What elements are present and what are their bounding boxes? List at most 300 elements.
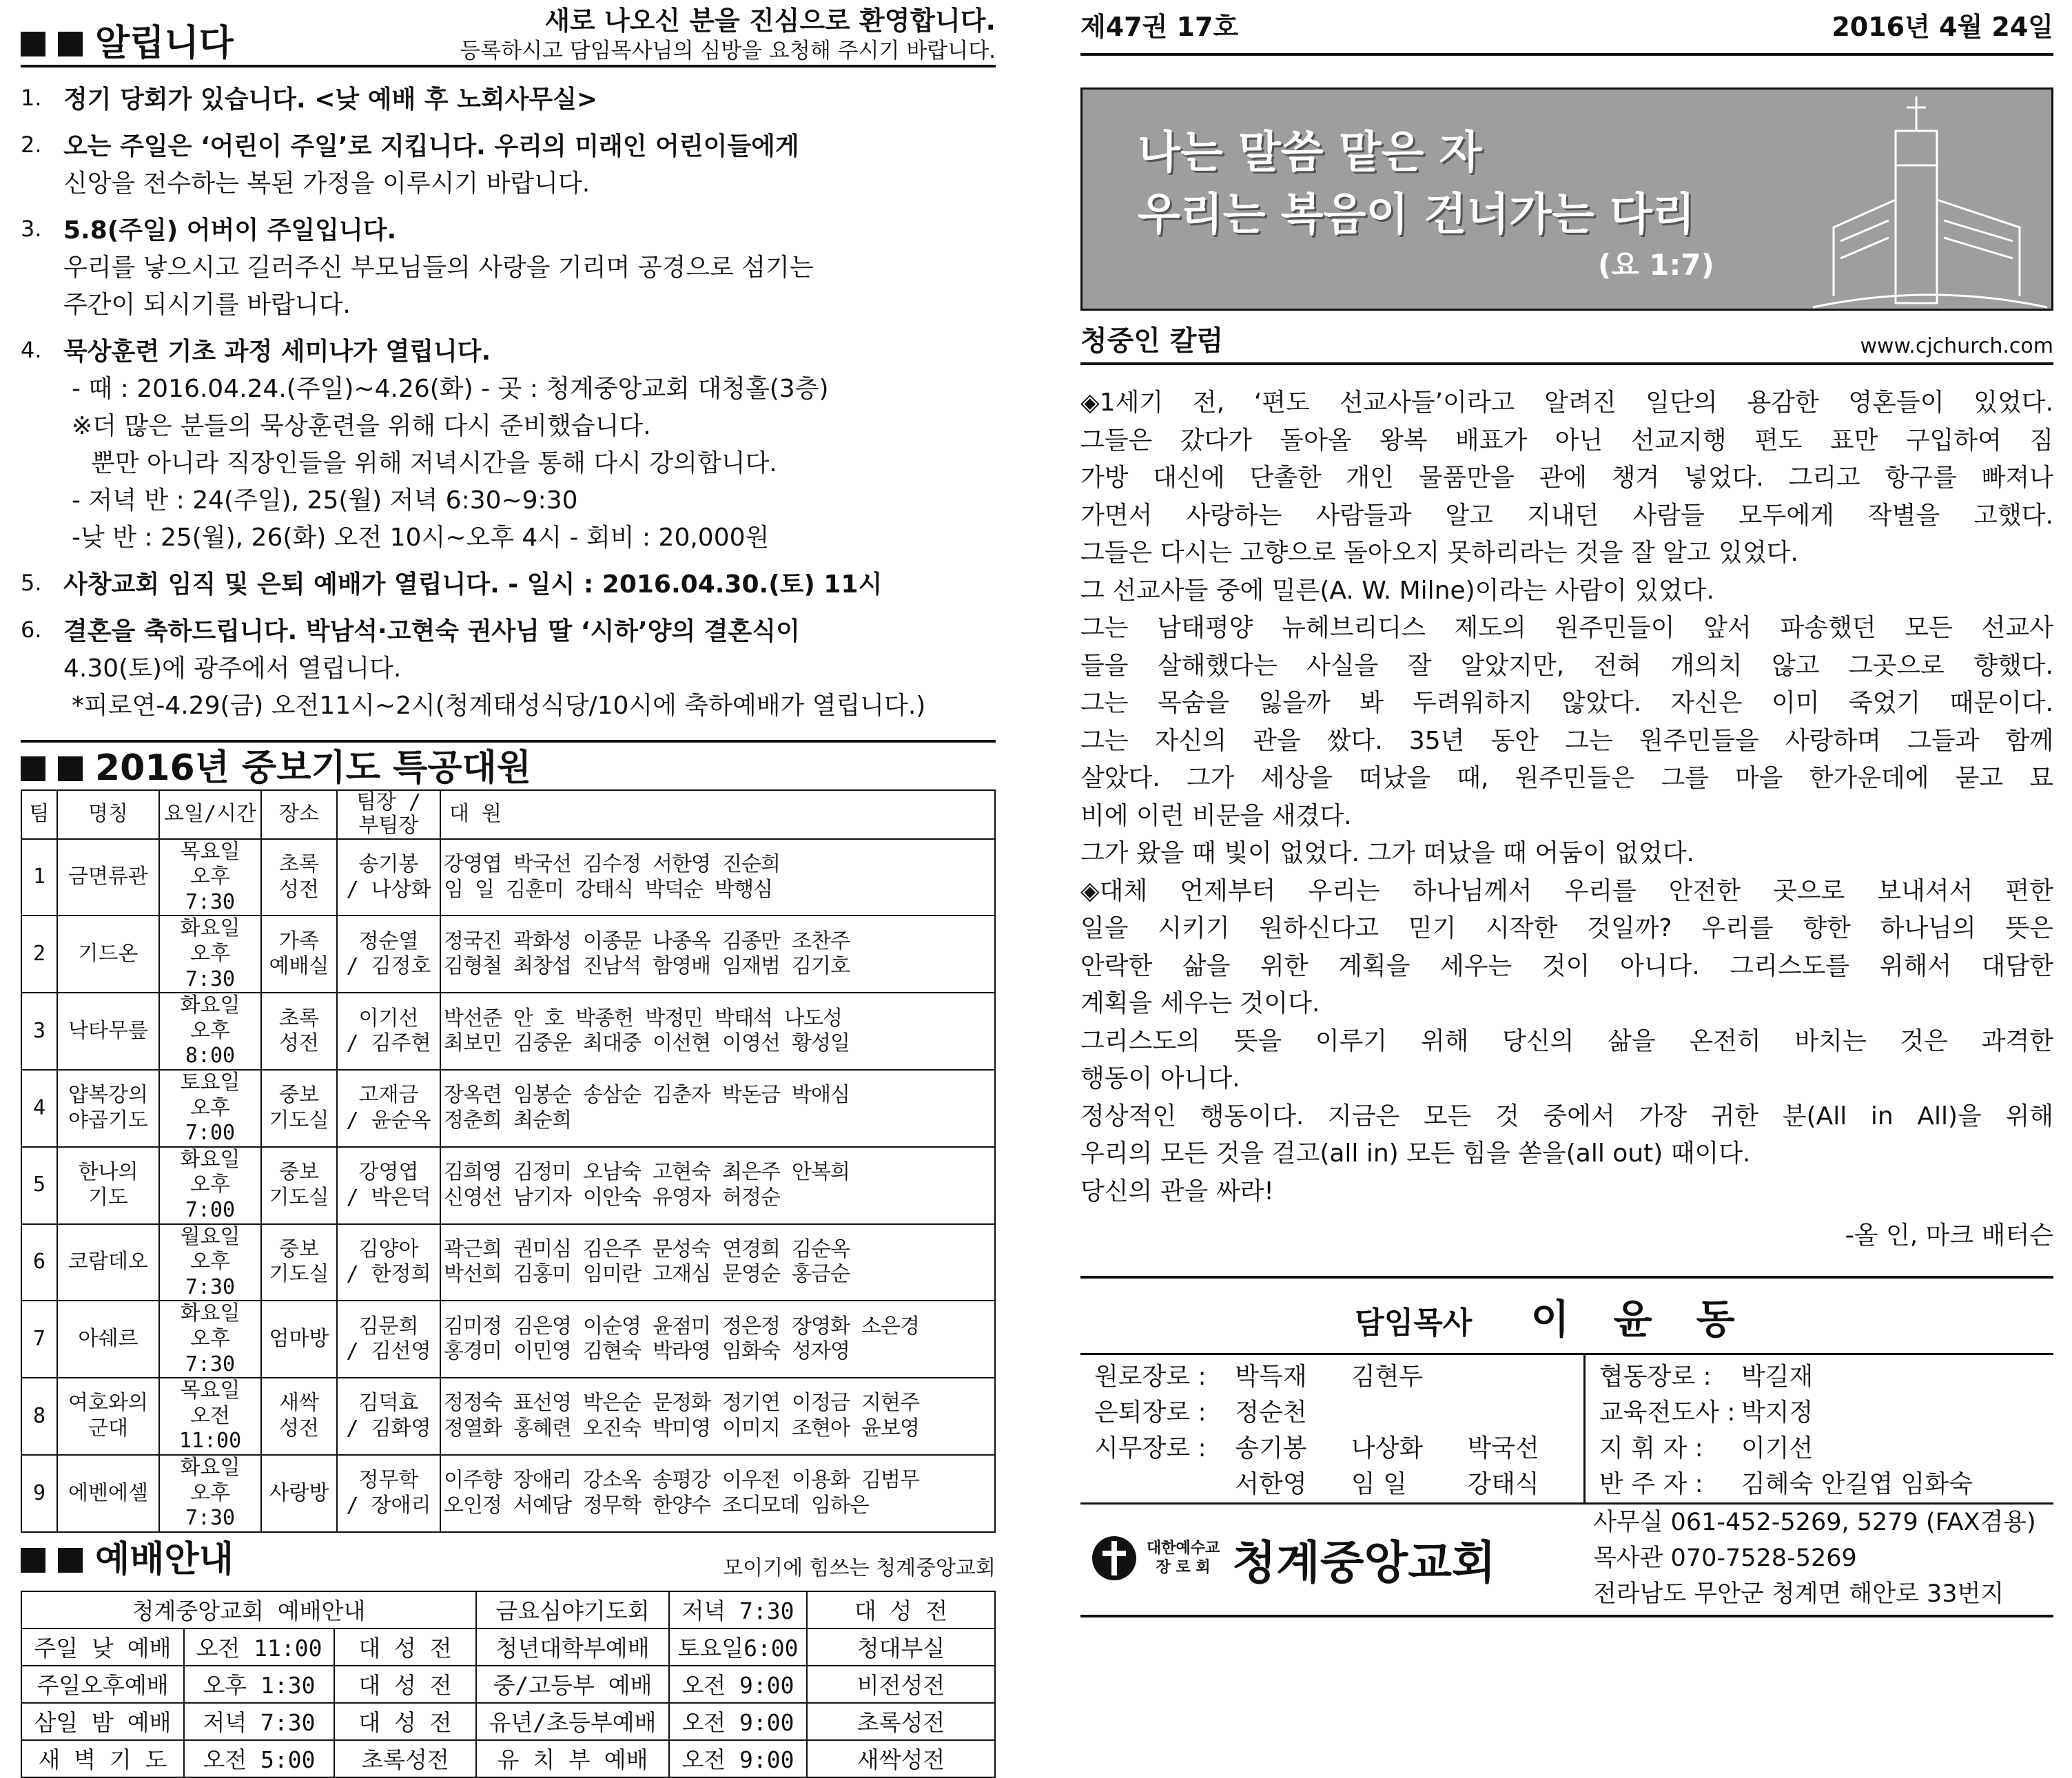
- prayer-cell: [57, 1378, 159, 1455]
- column-line: 들을 살해했다는 사실을 잘 알았지만, 전혀 개의치 않고 그곳으로 향했다.: [1080, 651, 2053, 680]
- table-row: [21, 839, 995, 916]
- staff-cell: 임 일: [1351, 1470, 1407, 1498]
- prayer-cell: [337, 1378, 440, 1455]
- prayer-cell-line: 정국진 곽화성 이종문 나종옥 김종만 조찬주: [444, 929, 850, 953]
- notice-title: 알립니다: [21, 23, 234, 65]
- prayer-header-cell: 팀장 / 부팀장: [337, 790, 440, 839]
- prayer-cell-line: 코람데오: [68, 1250, 148, 1274]
- prayer-cell: [21, 1070, 57, 1147]
- prayer-cell: [261, 1224, 337, 1301]
- prayer-cell: [440, 1147, 995, 1224]
- prayer-cell-line: 목요일: [180, 839, 240, 864]
- staff-row: [1094, 1359, 1583, 1395]
- worship-cell: 청대부실: [807, 1629, 995, 1666]
- worship-head-cell: 금요심야기도회: [476, 1591, 669, 1629]
- worship-cell: 오전 9:00: [669, 1740, 807, 1777]
- worship-cell: 대 성 전: [334, 1629, 476, 1666]
- notice-item: [21, 212, 996, 324]
- staff-cell: 박국선: [1467, 1434, 1539, 1462]
- prayer-cell: [159, 1301, 261, 1378]
- prayer-cell: [159, 1224, 261, 1301]
- worship-cell: 주일오후예배: [21, 1666, 184, 1703]
- worship-head-cell: 대 성 전: [807, 1591, 995, 1629]
- prayer-cell-line: 오후 7:30: [185, 865, 236, 914]
- office-phone: 사무실 061-452-5269, 5279 (FAX겸용): [1593, 1509, 2036, 1536]
- prayer-cell-line: 에벤에셀: [68, 1480, 148, 1505]
- prayer-cell-line: 초록: [279, 851, 319, 876]
- prayer-cell-line: 강영엽: [358, 1160, 419, 1185]
- prayer-cell-line: 오후 7:00: [185, 1095, 236, 1146]
- prayer-cell-line: 오후 8:00: [185, 1018, 236, 1068]
- elders-list: [1080, 1355, 1586, 1502]
- prayer-cell-line: 예배실: [269, 954, 329, 979]
- pastor-name: 이윤동: [1530, 1296, 1779, 1343]
- prayer-cell-line: 오후 7:30: [185, 1326, 236, 1376]
- prayer-cell-line: 정순열: [358, 929, 419, 953]
- prayer-cell: [261, 1378, 337, 1455]
- notice-number: 3.: [21, 215, 42, 242]
- prayer-cell: [337, 1455, 440, 1532]
- prayer-cell-line: 고재금: [358, 1083, 419, 1108]
- column-line: 일을 시키기 원하신다고 믿기 시작한 것일까? 우리를 향한 하나님의 뜻은: [1080, 914, 2053, 942]
- prayer-cell-line: 성전: [279, 877, 319, 902]
- column-line: 그는 목숨을 잃을까 봐 두려워하지 않았다. 자신은 이미 죽었기 때문이다.: [1080, 689, 2053, 717]
- notice-line: 주간이 되시기를 바랍니다.: [63, 290, 351, 319]
- prayer-cell-line: 김형철 최창섭 진남석 함영배 임재범 김기호: [444, 954, 850, 979]
- prayer-cell: [21, 1378, 57, 1455]
- prayer-cell: [57, 916, 159, 993]
- prayer-cell-line: 사랑방: [269, 1480, 329, 1505]
- column-body: [1080, 384, 2053, 1210]
- column-line: 그들은 다시는 고향으로 돌아오지 못하리라는 것을 잘 알고 있었다.: [1080, 539, 1798, 567]
- prayer-title: 2016년 중보기도 특공대원: [21, 748, 531, 789]
- denomination-line-2: 장 로 회: [1156, 1559, 1211, 1576]
- notice-text: [63, 613, 996, 725]
- worship-head-cell: 청계중앙교회 예배안내: [21, 1591, 476, 1629]
- notice-line: 4.30(토)에 광주에서 열립니다.: [63, 654, 402, 683]
- staff-cell: 강태식: [1467, 1470, 1539, 1498]
- prayer-cell-line: 정정숙 표선영 박은순 문정화 정기연 이정금 지현주: [444, 1391, 919, 1416]
- staff-row: [1094, 1395, 1583, 1431]
- prayer-cell-line: 4: [32, 1095, 46, 1120]
- table-row: [21, 1378, 995, 1455]
- column-line: 그들은 갔다가 돌아올 왕복 배표가 아닌 선교지행 편도 표만 구입하여 짐: [1080, 426, 2053, 455]
- prayer-cell: [57, 1147, 159, 1224]
- column-line: 행동이 아니다.: [1080, 1064, 1240, 1093]
- prayer-cell-line: 목요일: [180, 1378, 240, 1403]
- prayer-cell: [440, 1224, 995, 1301]
- prayer-cell: [440, 1455, 995, 1532]
- staff-cell: 이기선: [1741, 1434, 1814, 1462]
- bulletin-header: [1080, 6, 2053, 56]
- prayer-cell-line: 화요일: [180, 1147, 240, 1172]
- notice-number: 1.: [21, 84, 42, 111]
- column-line: 우리의 모든 것을 걸고(all in) 모든 힘을 쏟을(all out) 때이다.: [1080, 1139, 1751, 1168]
- prayer-cell-line: 낙타무릎: [68, 1018, 148, 1043]
- prayer-cell: [21, 916, 57, 993]
- welcome-line-2: 등록하시고 담임목사님의 심방을 요청해 주시기 바랍니다.: [460, 38, 996, 63]
- worship-cell: 저녁 7:30: [184, 1703, 334, 1740]
- prayer-cell-line: 박선희 김홍미 임미란 고재심 문영순 홍금순: [444, 1262, 850, 1287]
- volume-number: 제47권 17호: [1080, 12, 1239, 42]
- prayer-header: [21, 740, 996, 789]
- right-page: [1080, 6, 2053, 1617]
- column-line: 당신의 관을 싸라!: [1080, 1177, 1274, 1206]
- staff-cell: 시무장로 :: [1094, 1434, 1207, 1462]
- staff-cell: 김현두: [1351, 1363, 1424, 1391]
- prayer-cell: [440, 1301, 995, 1378]
- theme-banner: [1080, 87, 2053, 311]
- prayer-cell-line: 이기선: [358, 1006, 419, 1031]
- worship-cell: 토요일6:00: [669, 1629, 807, 1666]
- staff-row: [1599, 1431, 2053, 1467]
- prayer-cell-line: 오전11:00: [178, 1403, 242, 1454]
- prayer-cell: [337, 1224, 440, 1301]
- prayer-cell: [440, 993, 995, 1070]
- prayer-cell-line: / 김주현: [346, 1031, 431, 1056]
- column-line: ◈대체 언제부터 우리는 하나님께서 우리를 안전한 곳으로 보내셔서 편한: [1080, 876, 2053, 905]
- prayer-cell-line: 성전: [279, 1416, 319, 1441]
- banner-line-2: 우리는 복음이 건너가는 다리: [1138, 189, 1695, 240]
- prayer-header-cell: 장소: [261, 790, 337, 839]
- prayer-cell-line: 화요일: [180, 916, 240, 941]
- notice-line: 오는 주일은 ‘어린이 주일’로 지킵니다. 우리의 미래인 어린이들에게: [63, 132, 799, 161]
- prayer-cell: [440, 839, 995, 916]
- notice-header: [21, 6, 996, 68]
- worship-cell: 대 성 전: [334, 1666, 476, 1703]
- staff-cell: [1467, 1395, 1583, 1431]
- staff-cell: 박득재: [1235, 1363, 1307, 1391]
- prayer-cell: [440, 916, 995, 993]
- staff-cell: [1467, 1359, 1583, 1395]
- prayer-cell-line: 월요일: [180, 1224, 240, 1249]
- prayer-cell: [159, 1147, 261, 1224]
- church-name: 청계중앙교회: [1232, 1536, 1496, 1589]
- prayer-cell-line: / 나상화: [346, 877, 431, 902]
- column-line: 비에 이런 비문을 새겼다.: [1080, 801, 1352, 830]
- prayer-cell: [21, 839, 57, 916]
- prayer-team-table: [21, 789, 996, 1533]
- notice-line: ※더 많은 분들의 묵상훈련을 위해 다시 준비했습니다.: [72, 411, 651, 440]
- prayer-cell-line: 강영엽 박국선 김수정 서한영 진순희: [444, 851, 780, 876]
- prayer-cell-line: 가족: [279, 929, 319, 953]
- staff-cell: 정순천: [1235, 1398, 1307, 1427]
- denomination-line-1: 대한예수교: [1147, 1540, 1220, 1557]
- notice-item: [21, 566, 996, 603]
- prayer-cell-line: 1: [32, 865, 46, 889]
- prayer-cell: [159, 1378, 261, 1455]
- worship-cell: 청년대학부예배: [476, 1629, 669, 1666]
- prayer-header-cell: 대 원: [440, 790, 995, 839]
- staff-cell: 협동장로 :: [1599, 1363, 1712, 1391]
- prayer-cell: [337, 916, 440, 993]
- prayer-cell-line: / 김정호: [346, 954, 431, 979]
- prayer-cell-line: / 김선영: [346, 1339, 431, 1364]
- prayer-cell-line: 초록: [279, 1006, 319, 1031]
- staff-cell: 김혜숙 안길엽 임화숙: [1741, 1470, 1973, 1498]
- prayer-cell: [261, 993, 337, 1070]
- worship-cell: 오전 11:00: [184, 1629, 334, 1666]
- prayer-cell-line: 중보: [279, 1160, 319, 1185]
- prayer-cell-line: 금면류관: [68, 865, 148, 889]
- ministry-staff-list: [1586, 1355, 2053, 1502]
- column-line: ◈1세기 전, ‘편도 선교사들’이라고 알려진 일단의 용감한 영혼들이 있었다.: [1080, 389, 2053, 417]
- notice-line: 우리를 낳으시고 길러주신 부모님들의 사랑을 기리며 공경으로 섬기는: [63, 253, 814, 282]
- staff-row: [1599, 1359, 2053, 1395]
- worship-cell: 비전성전: [807, 1666, 995, 1703]
- prayer-cell: [337, 1147, 440, 1224]
- notice-line: -낮 반 : 25(월), 26(화) 오전 10시~오후 4시 - 회비 : 20,000원: [72, 523, 770, 552]
- bulletin-date: 2016년 4월 24일: [1832, 12, 2053, 42]
- worship-cell: 새싹성전: [807, 1740, 995, 1777]
- prayer-cell: [21, 1224, 57, 1301]
- worship-cell: 초록성전: [334, 1740, 476, 1777]
- bottom-rule: [1080, 1615, 2053, 1617]
- worship-schedule-table: [21, 1591, 996, 1778]
- notice-text: [63, 333, 996, 557]
- prayer-cell: [57, 839, 159, 916]
- prayer-cell-line: / 한정희: [346, 1262, 431, 1287]
- prayer-cell: [261, 1301, 337, 1378]
- column-line: 그는 남태평양 뉴헤브리디스 제도의 원주민들이 앞서 파송했던 모든 선교사: [1080, 614, 2053, 642]
- column-line: 가방 대신에 단촐한 개인 물품만을 관에 챙겨 넣었다. 그리고 항구를 빠져나: [1080, 464, 2053, 492]
- notice-line: - 저녁 반 : 24(주일), 25(월) 저녁 6:30~9:30: [72, 486, 578, 515]
- prayer-cell: [261, 1455, 337, 1532]
- prayer-cell: [57, 1070, 159, 1147]
- prayer-cell-line: 오후 7:30: [185, 942, 236, 991]
- prayer-cell-line: 중보: [279, 1237, 319, 1261]
- prayer-cell-line: 정열화 홍혜련 오진숙 박미영 이미지 조현아 윤보영: [444, 1416, 919, 1441]
- banner-verse: (요 1:7): [1598, 248, 1714, 282]
- staff-cell: 송기봉: [1235, 1434, 1307, 1462]
- church-emblem-icon: [1090, 1534, 1138, 1582]
- staff-row: [1094, 1431, 1583, 1467]
- notice-line: *피로연-4.29(금) 오전11시~2시(청계태성식당/10시에 축하예배가 열립니다.): [72, 691, 926, 720]
- table-row: [21, 1703, 995, 1740]
- notice-list: [21, 81, 996, 725]
- prayer-cell-line: 8: [32, 1403, 46, 1428]
- prayer-cell-line: 얍복강의: [68, 1083, 148, 1108]
- table-row: [21, 1455, 995, 1532]
- notice-item: [21, 81, 996, 118]
- staff-cell: 박지정: [1741, 1398, 1814, 1427]
- prayer-cell-line: 오인정 서예담 정무학 한양수 조디모데 임하은: [444, 1493, 869, 1518]
- prayer-cell-line: 박선준 안 호 박종헌 박정민 박태석 나도성: [444, 1006, 843, 1031]
- notice-line: 사창교회 임직 및 은퇴 예배가 열립니다. - 일시 : 2016.04.30.(토) 11시: [63, 570, 883, 599]
- table-row: [21, 993, 995, 1070]
- column-title: 청중인 칼럼: [1080, 325, 1224, 357]
- staff-row: [1094, 1467, 1583, 1502]
- church-footer: [1080, 1505, 2053, 1612]
- worship-cell: 주일 낮 예배: [21, 1629, 184, 1666]
- prayer-cell-line: 홍경미 이민영 김현숙 박라영 임화숙 성자영: [444, 1339, 850, 1364]
- prayer-cell-line: 화요일: [180, 1301, 240, 1326]
- manse-phone: 목사관 070-7528-5269: [1593, 1544, 1857, 1572]
- prayer-cell-line: 기도실: [269, 1108, 329, 1133]
- column-line: 그는 자신의 관을 쌌다. 35년 동안 그는 원주민들을 사랑하며 그들과 함께: [1080, 726, 2053, 755]
- staff-cell: 은퇴장로 :: [1094, 1398, 1207, 1427]
- notice-item: [21, 333, 996, 557]
- table-row: [21, 1301, 995, 1378]
- worship-cell: 오전 9:00: [669, 1703, 807, 1740]
- notice-number: 4.: [21, 336, 42, 363]
- church-building-icon: [1813, 90, 2047, 309]
- prayer-cell: [21, 1301, 57, 1378]
- prayer-cell-line: 화요일: [180, 1455, 240, 1480]
- prayer-cell-line: 최보민 김중운 최대중 이선현 이영선 황성일: [444, 1031, 850, 1056]
- prayer-cell-line: 아쉐르: [78, 1326, 139, 1351]
- prayer-cell: [21, 993, 57, 1070]
- notice-number: 5.: [21, 569, 42, 596]
- prayer-cell-line: 화요일: [180, 993, 240, 1018]
- prayer-cell: [261, 1070, 337, 1147]
- prayer-cell-line: 오후 7:00: [185, 1172, 236, 1222]
- prayer-cell: [440, 1070, 995, 1147]
- prayer-cell-line: / 김화영: [346, 1416, 431, 1441]
- notice-text: [63, 566, 996, 603]
- banner-line-1: 나는 말씀 맡은 자: [1138, 127, 1482, 178]
- prayer-header-cell: 팀: [21, 790, 57, 839]
- prayer-cell-line: 곽근희 권미심 김은주 문성숙 연경희 김순옥: [444, 1237, 850, 1261]
- column-line: 살았다. 그가 세상을 떠났을 때, 원주민들은 그를 마을 한가운데에 묻고 묘: [1080, 764, 2053, 792]
- staff-cell: 나상화: [1351, 1434, 1424, 1462]
- worship-cell: 유 치 부 예배: [476, 1740, 669, 1777]
- prayer-cell-line: 7: [32, 1326, 46, 1351]
- notice-number: 2.: [21, 131, 42, 158]
- worship-cell: 오후 1:30: [184, 1666, 334, 1703]
- worship-cell: 초록성전: [807, 1703, 995, 1740]
- table-row: [21, 1070, 995, 1147]
- prayer-cell-line: 야곱기도: [68, 1108, 148, 1133]
- prayer-cell-line: 3: [32, 1018, 46, 1043]
- prayer-cell: [159, 839, 261, 916]
- column-line: 계획을 세우는 것이다.: [1080, 989, 1320, 1017]
- prayer-cell-line: 기드온: [78, 942, 139, 966]
- prayer-cell-line: 기도실: [269, 1262, 329, 1287]
- notice-item: [21, 128, 996, 203]
- church-address: 전라남도 무안군 청계면 해안로 33번지: [1593, 1580, 2004, 1608]
- prayer-cell-line: 군대: [88, 1416, 128, 1441]
- welcome-line-1: 새로 나오신 분을 진심으로 환영합니다.: [544, 6, 996, 36]
- prayer-cell: [337, 1070, 440, 1147]
- worship-cell: 유년/초등부예배: [476, 1703, 669, 1740]
- prayer-cell-line: 5: [32, 1172, 46, 1197]
- prayer-cell: [57, 1455, 159, 1532]
- prayer-cell-line: 여호와의: [68, 1391, 148, 1416]
- prayer-cell: [21, 1147, 57, 1224]
- prayer-cell: [337, 1301, 440, 1378]
- staff-row: [1599, 1395, 2053, 1431]
- table-row: [21, 1666, 995, 1703]
- column-byline: -올 인, 마크 배터슨: [1845, 1221, 2053, 1250]
- prayer-cell-line: 정춘희 최순희: [444, 1108, 571, 1133]
- worship-cell: 삼일 밤 예배: [21, 1703, 184, 1740]
- prayer-cell-line: 김미정 김은영 이순영 윤점미 정은정 장영화 소은경: [444, 1314, 919, 1338]
- staff-cell: 박길재: [1741, 1363, 1814, 1391]
- staff-cell: [1351, 1395, 1468, 1431]
- staff-cell: 지 휘 자 :: [1599, 1434, 1703, 1462]
- notice-number: 6.: [21, 616, 42, 643]
- staff-cell: 반 주 자 :: [1599, 1470, 1703, 1498]
- notice-text: [63, 212, 996, 324]
- prayer-cell: [159, 1455, 261, 1532]
- prayer-cell-line: / 윤순옥: [346, 1108, 431, 1133]
- prayer-cell-line: 기도: [88, 1185, 128, 1210]
- column-line: 안락한 삶을 위한 계획을 세우는 것이 아니다. 그리스도를 위해서 대담한: [1080, 951, 2053, 980]
- column-line: 그리스도의 뜻을 이루기 위해 당신의 삶을 온전히 바치는 것은 과격한: [1080, 1026, 2053, 1055]
- column-line: 가면서 사랑하는 사람들과 알고 지내던 사람들 모두에게 작별을 고했다.: [1080, 501, 2053, 530]
- prayer-cell: [159, 916, 261, 993]
- staff-cell: 원로장로 :: [1094, 1363, 1207, 1391]
- prayer-cell: [337, 993, 440, 1070]
- notice-line: 뿐만 아니라 직장인들을 위해 저녁시간을 통해 다시 강의합니다.: [91, 448, 777, 477]
- staff-cell: 교육전도사 :: [1599, 1398, 1736, 1427]
- prayer-cell: [337, 839, 440, 916]
- contact-info: [1579, 1505, 2053, 1612]
- prayer-cell-line: 6: [32, 1250, 46, 1274]
- staff-cell: 서한영: [1235, 1470, 1307, 1498]
- denomination: [1147, 1539, 1220, 1578]
- prayer-cell-line: 신영선 남기자 이안숙 유영자 허정순: [444, 1185, 780, 1210]
- notice-item: [21, 613, 996, 725]
- table-row: [21, 1147, 995, 1224]
- table-row: [21, 916, 995, 993]
- worship-cell: 오전 5:00: [184, 1740, 334, 1777]
- pastor-label: 담임목사: [1355, 1305, 1473, 1341]
- prayer-cell: [261, 916, 337, 993]
- worship-cell: 새 벽 기 도: [21, 1740, 184, 1777]
- worship-title: 예배안내: [21, 1540, 234, 1581]
- worship-cell: 대 성 전: [334, 1703, 476, 1740]
- notice-line: 신앙을 전수하는 복된 가정을 이루시기 바랍니다.: [63, 169, 591, 198]
- prayer-cell-line: 토요일: [180, 1071, 240, 1095]
- prayer-cell-line: 장옥련 임봉순 송삼순 김춘자 박돈금 박애심: [444, 1083, 850, 1108]
- prayer-cell-line: 성전: [279, 1031, 319, 1056]
- prayer-cell-line: 기도실: [269, 1185, 329, 1210]
- notice-line: 결혼을 축하드립니다. 박남석·고현숙 권사님 딸 ‘시하’양의 결혼식이: [63, 617, 800, 645]
- prayer-cell-line: 오후 7:30: [185, 1250, 236, 1299]
- prayer-cell-line: 중보: [279, 1083, 319, 1108]
- column-line: 정상적인 행동이다. 지금은 모든 것 중에서 가장 귀한 분(All in All)을 위해: [1080, 1102, 2054, 1130]
- prayer-cell: [57, 1301, 159, 1378]
- left-page: [21, 6, 996, 1778]
- prayer-cell-line: / 장애리: [346, 1493, 431, 1518]
- column-line: 그 선교사들 중에 밀른(A. W. Milne)이라는 사람이 있었다.: [1080, 576, 1714, 605]
- pastor-line: [1080, 1276, 2053, 1355]
- notice-line: 정기 당회가 있습니다. <낮 예배 후 노회사무실>: [63, 85, 598, 114]
- prayer-table-header: [21, 790, 995, 839]
- table-row: [21, 1740, 995, 1777]
- prayer-cell-line: 김문희: [358, 1314, 419, 1338]
- prayer-cell-line: 송기봉: [358, 851, 419, 876]
- worship-table-header: [21, 1591, 995, 1629]
- worship-note: 모이기에 힘쓰는 청계중앙교회: [723, 1555, 996, 1580]
- table-row: [21, 1629, 995, 1666]
- prayer-cell-line: 임 일 김훈미 강태식 박덕순 박행심: [444, 877, 773, 902]
- prayer-cell: [261, 839, 337, 916]
- prayer-cell: [159, 993, 261, 1070]
- church-website-link[interactable]: www.cjchurch.com: [1860, 334, 2053, 358]
- worship-header: [21, 1540, 996, 1581]
- prayer-cell-line: 이주향 장애리 강소옥 송평강 이우전 이용화 김범무: [444, 1468, 919, 1493]
- prayer-cell-line: 김양아: [358, 1237, 419, 1261]
- notice-text: [63, 81, 996, 118]
- worship-cell: 오전 9:00: [669, 1666, 807, 1703]
- prayer-cell-line: 한나의: [78, 1160, 139, 1185]
- staff-cell: [1094, 1467, 1235, 1502]
- welcome-message: [460, 6, 996, 65]
- column-line: 그가 왔을 때 빛이 없었다. 그가 떠났을 때 어둠이 없었다.: [1080, 839, 1694, 867]
